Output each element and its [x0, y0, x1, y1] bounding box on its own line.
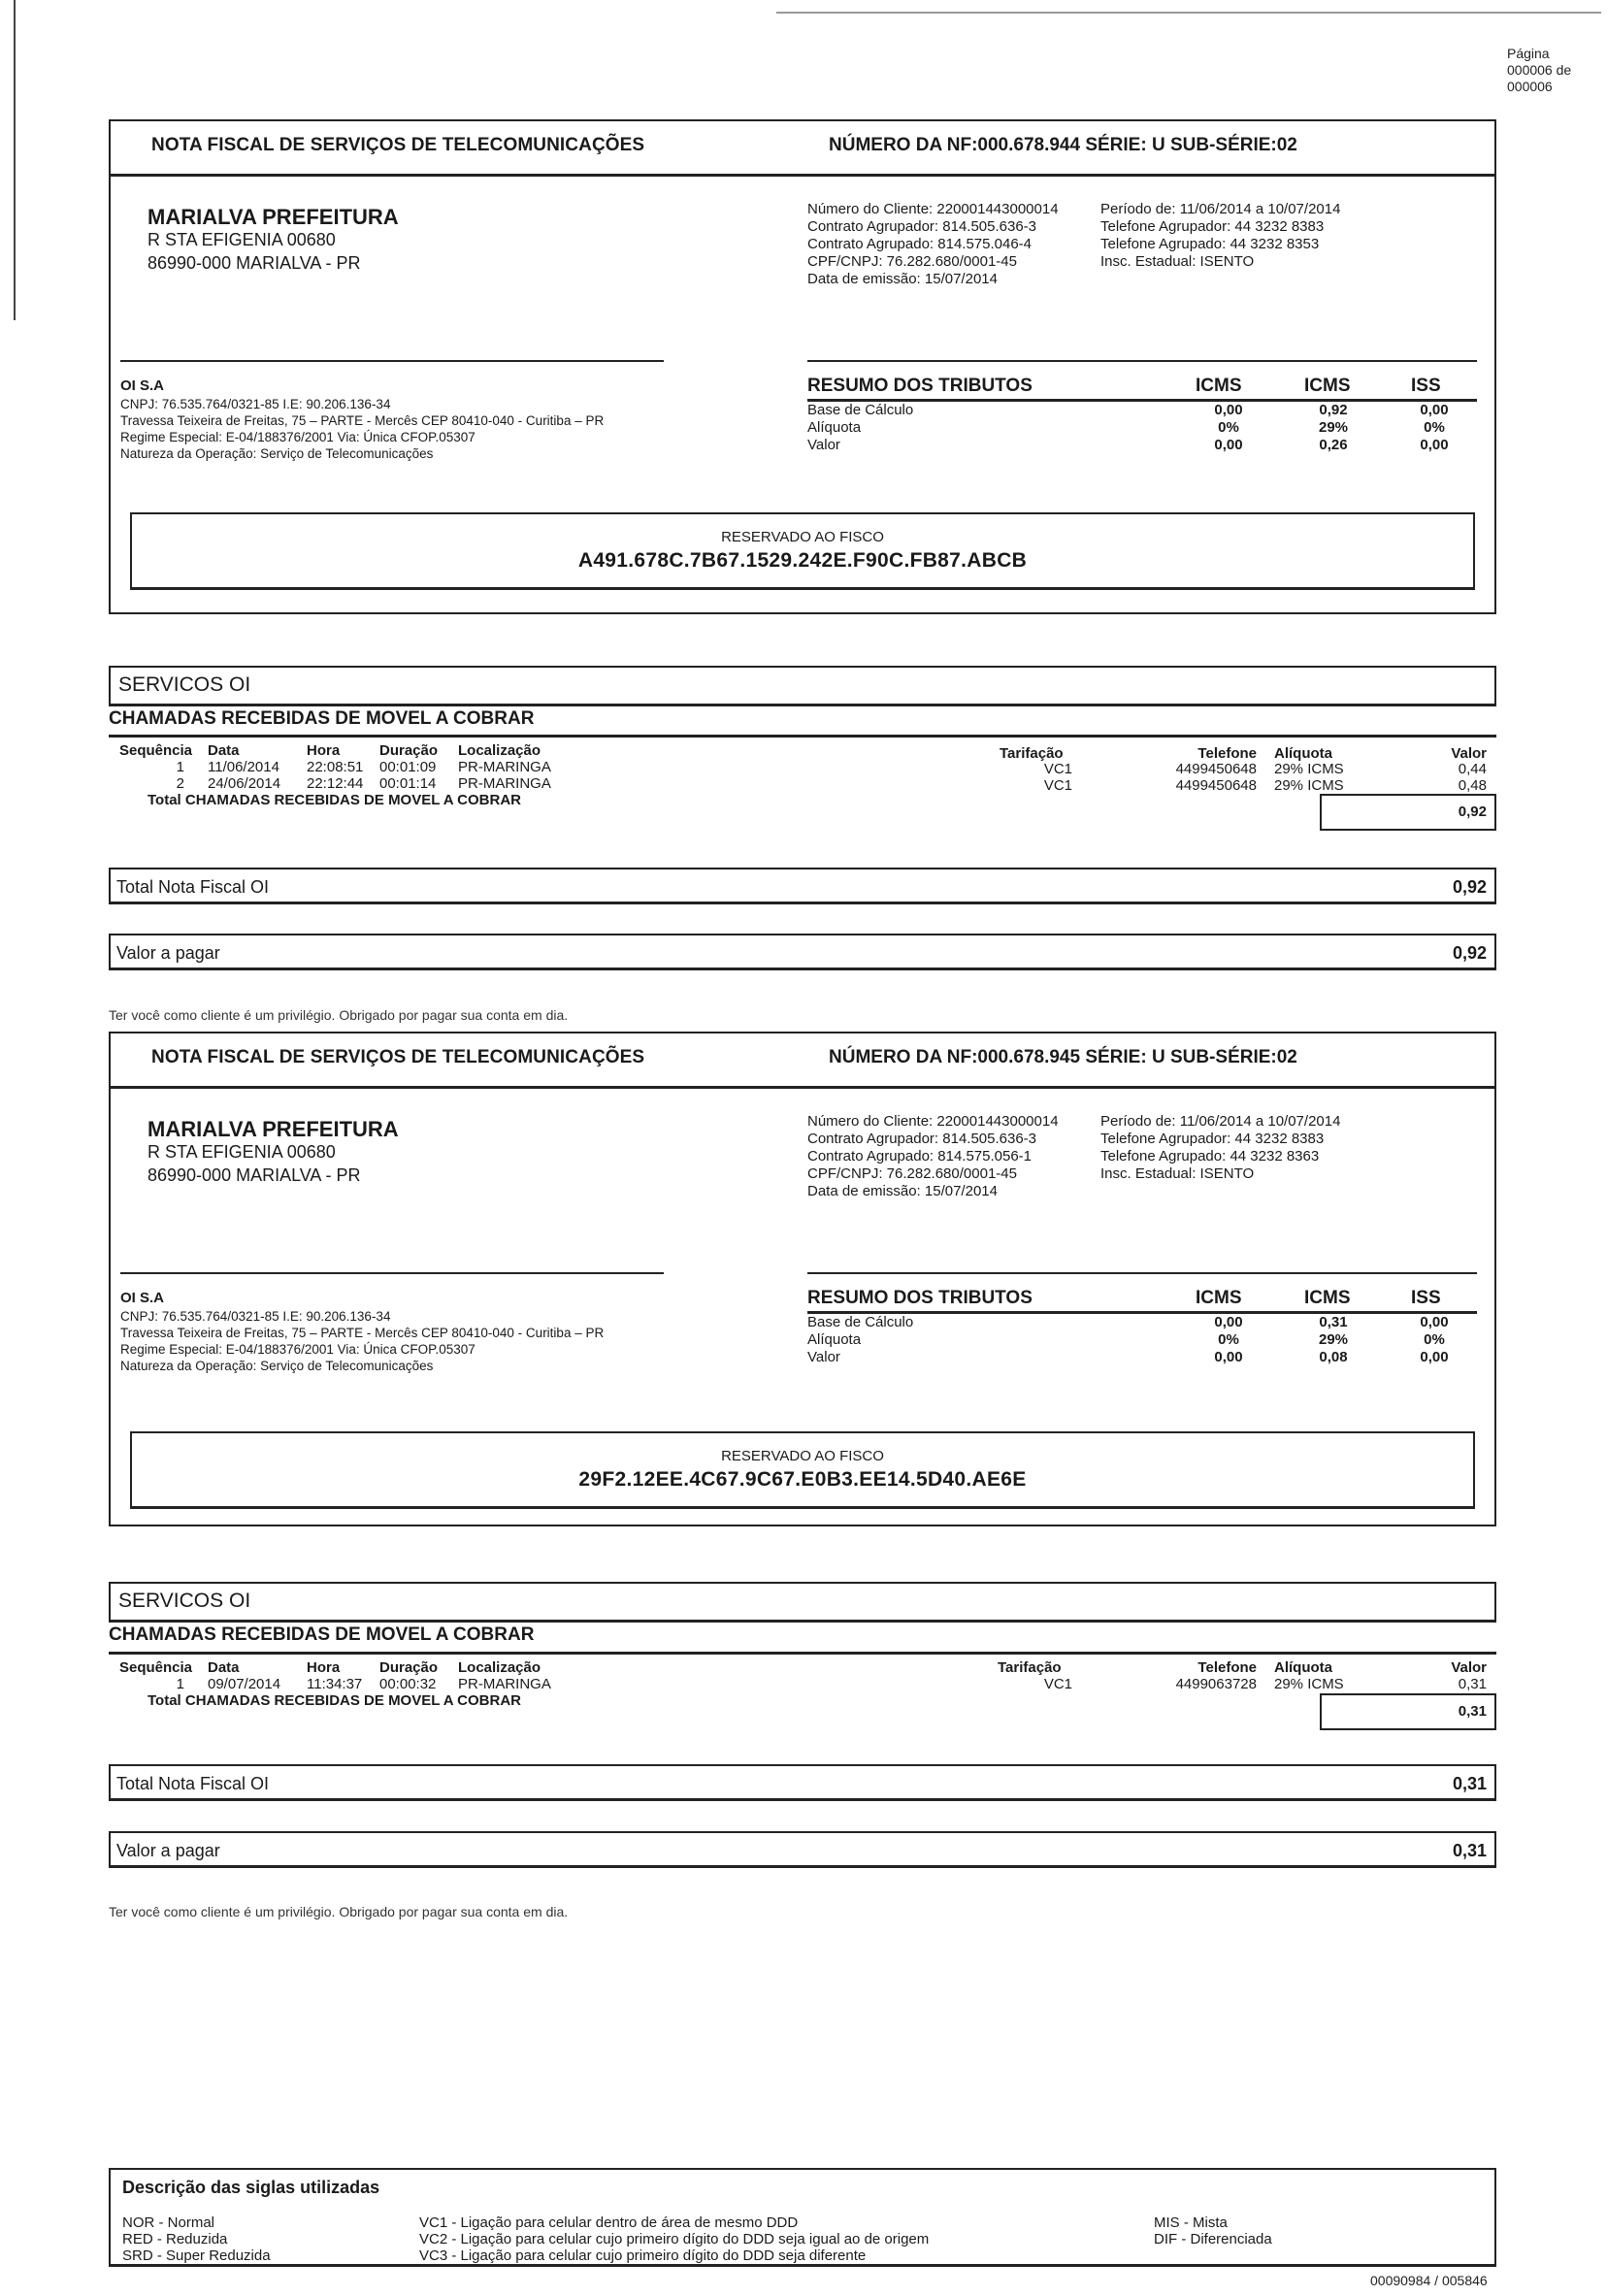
invoice-title: NOTA FISCAL DE SERVIÇOS DE TELECOMUNICAÇÕES: [151, 135, 645, 155]
total-nota-fiscal-2: [109, 1764, 1496, 1801]
thanks-message: Ter você como cliente é um privilégio. Obrigado por pagar sua conta em dia.: [109, 1904, 569, 1919]
legend-title: Descrição das siglas utilizadas: [122, 2178, 380, 2197]
valor-pagar-label: Valor a pagar: [116, 943, 220, 963]
calls-section-rule: [109, 1652, 1496, 1655]
call-location: PR-MARINGA: [458, 775, 551, 792]
tax-summary-header: [807, 1288, 1477, 1309]
call-rate: 29% ICMS: [1274, 1676, 1344, 1692]
contract-agrupador: Contrato Agrupador: 814.505.636-3: [807, 1131, 1037, 1147]
col-date: Data: [208, 1659, 240, 1676]
valor-pagar-value: 0,31: [1452, 1841, 1487, 1860]
margin-line: [14, 0, 16, 320]
legend-item: VC1 - Ligação para celular dentro de área de mesmo DDD: [419, 2214, 799, 2231]
services-title: SERVICOS OI: [118, 1590, 251, 1612]
fisco-box: [130, 512, 1475, 590]
state-registration: Insc. Estadual: ISENTO: [1100, 253, 1255, 270]
col-duration: Duração: [379, 742, 439, 759]
tax-value: 0,26: [1319, 437, 1348, 453]
provider-regime: Regime Especial: E-04/188376/2001 Via: Única CFOP.05307: [120, 430, 476, 444]
invoice-number: NÚMERO DA NF:000.678.944 SÉRIE: U SUB-SÉRIE:02: [829, 135, 1297, 155]
phone-agrupado: Telefone Agrupado: 44 3232 8363: [1100, 1148, 1320, 1164]
contract-agrupado: Contrato Agrupado: 814.575.046-4: [807, 236, 1033, 252]
col-rate: Alíquota: [1274, 1659, 1332, 1676]
legend-box: [109, 2168, 1496, 2267]
provider-operation: Natureza da Operação: Serviço de Telecomunicações: [120, 1359, 434, 1373]
tax-value: 0%: [1218, 419, 1239, 436]
col-rate: Alíquota: [1274, 745, 1332, 762]
tax-value: 29%: [1318, 1331, 1349, 1348]
provider-regime: Regime Especial: E-04/188376/2001 Via: Única CFOP.05307: [120, 1342, 476, 1357]
invoice-2: [109, 1032, 1496, 1526]
legend-item: NOR - Normal: [122, 2214, 215, 2231]
invoice-title: NOTA FISCAL DE SERVIÇOS DE TELECOMUNICAÇÕES: [151, 1047, 645, 1067]
valor-pagar-1: [109, 934, 1496, 970]
client-info-right: [1100, 1113, 1340, 1183]
client-number: Número do Cliente: 220001443000014: [807, 201, 1059, 217]
tax-row-label: Valor: [807, 437, 840, 453]
tax-value: 0,92: [1319, 402, 1348, 418]
services-title: SERVICOS OI: [118, 673, 251, 696]
call-location: PR-MARINGA: [458, 759, 551, 775]
phone-agrupador: Telefone Agrupador: 44 3232 8383: [1100, 218, 1325, 235]
tax-value: 0%: [1424, 419, 1445, 436]
call-duration: 00:00:32: [379, 1676, 437, 1692]
provider-operation: Natureza da Operação: Serviço de Telecomunicações: [120, 446, 434, 461]
total-nota-fiscal-1: [109, 868, 1496, 904]
call-duration: 00:01:14: [379, 775, 437, 792]
provider-address: Travessa Teixeira de Freitas, 75 – PARTE - Mercês CEP 80410-040 - Curitiba – PR: [120, 413, 605, 428]
tax-row-label: Base de Cálculo: [807, 402, 914, 418]
services-header-1: [109, 666, 1496, 706]
tax-summary-title: RESUMO DOS TRIBUTOS: [807, 376, 1033, 396]
fisco-code: 29F2.12EE.4C67.9C67.E0B3.EE14.5D40.AE6E: [578, 1468, 1027, 1491]
period: Período de: 11/06/2014 a 10/07/2014: [1100, 1113, 1341, 1130]
tax-col-iss: ISS: [1411, 1288, 1441, 1308]
customer-name: MARIALVA PREFEITURA: [148, 1117, 399, 1141]
call-value: 0,44: [1458, 761, 1487, 777]
tax-row-label: Valor: [807, 1349, 840, 1365]
tax-row-base: [807, 402, 1477, 419]
legend-col-tariffs: [122, 2214, 271, 2264]
customer-address: R STA EFIGENIA 00680: [148, 1142, 336, 1162]
tax-col-icms-1: ICMS: [1196, 376, 1242, 396]
tax-row-value: [807, 437, 1477, 454]
col-date: Data: [208, 742, 240, 759]
col-phone: Telefone: [1197, 1659, 1257, 1676]
legend-col-other: [1154, 2214, 1272, 2247]
cpf-cnpj: CPF/CNPJ: 76.282.680/0001-45: [807, 1165, 1017, 1182]
fisco-code: A491.678C.7B67.1529.242E.F90C.FB87.ABCB: [577, 549, 1028, 572]
header-rule: [111, 1086, 1494, 1089]
call-phone: 4499450648: [1175, 777, 1257, 794]
fisco-box: [130, 1431, 1475, 1509]
state-registration: Insc. Estadual: ISENTO: [1100, 1165, 1255, 1182]
tax-value: 0,00: [1214, 1349, 1243, 1365]
legend-item: MIS - Mista: [1154, 2214, 1228, 2231]
legend-item: VC2 - Ligação para celular cujo primeiro dígito do DDD seja igual ao de origem: [419, 2231, 930, 2247]
legend-item: SRD - Super Reduzida: [122, 2247, 271, 2264]
call-time: 11:34:37: [307, 1676, 363, 1692]
issue-date: Data de emissão: 15/07/2014: [807, 1183, 998, 1199]
valor-pagar-2: [109, 1831, 1496, 1868]
page-number: [1507, 46, 1571, 95]
page-label: Página: [1507, 46, 1550, 61]
call-rate: 29% ICMS: [1274, 777, 1344, 794]
header-rule: [111, 174, 1494, 177]
services-header-2: [109, 1582, 1496, 1623]
call-tariff: VC1: [1043, 761, 1072, 777]
legend-item: DIF - Diferenciada: [1154, 2231, 1272, 2247]
tax-value: 0,00: [1420, 437, 1449, 453]
call-rate: 29% ICMS: [1274, 761, 1344, 777]
col-value: Valor: [1451, 1659, 1487, 1676]
valor-pagar-value: 0,92: [1452, 943, 1487, 963]
tax-row-value: [807, 1349, 1477, 1366]
invoice-header: [111, 1033, 1494, 1090]
tributos-top-rule: [807, 1272, 1477, 1274]
valor-pagar-label: Valor a pagar: [116, 1841, 220, 1860]
tax-summary-header: [807, 376, 1477, 397]
tax-row-rate: [807, 1331, 1477, 1349]
col-seq: Sequência: [118, 1659, 192, 1676]
tax-col-icms-2: ICMS: [1304, 1288, 1351, 1308]
col-tariff: Tarifação: [1000, 745, 1064, 762]
tax-col-iss: ISS: [1411, 376, 1441, 396]
tax-value: 29%: [1318, 419, 1349, 436]
col-time: Hora: [307, 1659, 341, 1676]
call-phone: 4499450648: [1175, 761, 1257, 777]
tax-value: 0%: [1218, 1331, 1239, 1348]
call-tariff: VC1: [1043, 1676, 1072, 1692]
tax-summary: [807, 376, 1477, 454]
contract-agrupado: Contrato Agrupado: 814.575.056-1: [807, 1148, 1033, 1164]
calls-total-value: 0,31: [1320, 1693, 1496, 1730]
issue-date: Data de emissão: 15/07/2014: [807, 271, 998, 287]
customer-city: 86990-000 MARIALVA - PR: [148, 1165, 361, 1185]
document-id: 00090984 / 005846: [1370, 2273, 1488, 2288]
invoice-1: [109, 119, 1496, 614]
provider-address: Travessa Teixeira de Freitas, 75 – PARTE - Mercês CEP 80410-040 - Curitiba – PR: [120, 1326, 605, 1340]
call-duration: 00:01:09: [379, 759, 437, 775]
call-phone: 4499063728: [1175, 1676, 1257, 1692]
tax-value: 0,31: [1319, 1314, 1348, 1330]
provider-cnpj: CNPJ: 76.535.764/0321-85 I.E: 90.206.136-34: [120, 1309, 391, 1324]
tax-summary-title: RESUMO DOS TRIBUTOS: [807, 1288, 1033, 1308]
thanks-message: Ter você como cliente é um privilégio. Obrigado por pagar sua conta em dia.: [109, 1007, 569, 1023]
total-nf-value: 0,31: [1452, 1774, 1487, 1793]
phone-agrupado: Telefone Agrupado: 44 3232 8353: [1100, 236, 1320, 252]
client-info-right: [1100, 201, 1340, 271]
tax-row-label: Alíquota: [807, 1331, 862, 1348]
calls-section-title: CHAMADAS RECEBIDAS DE MOVEL A COBRAR: [109, 1624, 535, 1645]
tax-value: 0,00: [1214, 437, 1243, 453]
customer-address: R STA EFIGENIA 00680: [148, 230, 336, 249]
tax-col-icms-2: ICMS: [1304, 376, 1351, 396]
tax-value: 0,00: [1214, 402, 1243, 418]
call-date: 24/06/2014: [208, 775, 281, 792]
tax-row-label: Base de Cálculo: [807, 1314, 914, 1330]
provider-name: OI S.A: [120, 1290, 165, 1306]
call-seq: 1: [176, 759, 184, 775]
col-time: Hora: [307, 742, 341, 759]
call-seq: 1: [176, 1676, 184, 1692]
phone-agrupador: Telefone Agrupador: 44 3232 8383: [1100, 1131, 1325, 1147]
tax-value: 0,00: [1420, 1314, 1449, 1330]
col-phone: Telefone: [1197, 745, 1257, 762]
tax-value: 0,00: [1420, 1349, 1449, 1365]
legend-item: VC3 - Ligação para celular cujo primeiro dígito do DDD seja diferente: [419, 2247, 867, 2264]
calls-total-label: Total CHAMADAS RECEBIDAS DE MOVEL A COBRAR: [148, 1692, 522, 1709]
call-tariff: VC1: [1043, 777, 1072, 794]
total-nf-value: 0,92: [1452, 877, 1487, 897]
legend-item: RED - Reduzida: [122, 2231, 228, 2247]
fisco-label: RESERVADO AO FISCO: [721, 1448, 884, 1464]
call-value: 0,31: [1458, 1676, 1487, 1692]
tax-row-base: [807, 1314, 1477, 1331]
invoice-number: NÚMERO DA NF:000.678.945 SÉRIE: U SUB-SÉRIE:02: [829, 1047, 1297, 1067]
call-date: 09/07/2014: [208, 1676, 281, 1692]
tax-row-label: Alíquota: [807, 419, 862, 436]
total-nf-label: Total Nota Fiscal OI: [116, 877, 270, 897]
period: Período de: 11/06/2014 a 10/07/2014: [1100, 201, 1341, 217]
col-tariff: Tarifação: [998, 1659, 1062, 1676]
legend-col-calls: [419, 2214, 929, 2264]
client-info-left: [807, 1113, 1059, 1200]
provider-cnpj: CNPJ: 76.535.764/0321-85 I.E: 90.206.136-34: [120, 397, 391, 411]
provider-rule: [120, 360, 664, 362]
calls-section-title: CHAMADAS RECEBIDAS DE MOVEL A COBRAR: [109, 708, 535, 729]
tax-row-rate: [807, 419, 1477, 437]
client-number: Número do Cliente: 220001443000014: [807, 1113, 1059, 1130]
tax-summary: [807, 1288, 1477, 1366]
call-seq: 2: [176, 775, 184, 792]
page-total: 000006: [1507, 79, 1553, 94]
call-location: PR-MARINGA: [458, 1676, 551, 1692]
col-duration: Duração: [379, 1659, 439, 1676]
tax-value: 0,00: [1214, 1314, 1243, 1330]
call-time: 22:12:44: [307, 775, 364, 792]
provider-name: OI S.A: [120, 377, 165, 394]
call-value: 0,48: [1458, 777, 1487, 794]
call-time: 22:08:51: [307, 759, 364, 775]
page-current: 000006 de: [1507, 62, 1572, 78]
tax-value: 0,00: [1420, 402, 1449, 418]
total-nf-label: Total Nota Fiscal OI: [116, 1774, 270, 1793]
calls-total-value: 0,92: [1320, 794, 1496, 831]
tax-value: 0%: [1424, 1331, 1445, 1348]
col-value: Valor: [1451, 745, 1487, 762]
fisco-label: RESERVADO AO FISCO: [721, 529, 884, 545]
tributos-top-rule: [807, 360, 1477, 362]
call-date: 11/06/2014: [208, 759, 279, 775]
col-seq: Sequência: [118, 742, 192, 759]
col-location: Localização: [458, 742, 541, 759]
tax-value: 0,08: [1319, 1349, 1348, 1365]
cpf-cnpj: CPF/CNPJ: 76.282.680/0001-45: [807, 253, 1017, 270]
invoice-header: [111, 121, 1494, 178]
col-location: Localização: [458, 1659, 541, 1676]
customer-city: 86990-000 MARIALVA - PR: [148, 253, 361, 273]
tax-col-icms-1: ICMS: [1196, 1288, 1242, 1308]
client-info-left: [807, 201, 1059, 288]
calls-section-rule: [109, 735, 1496, 738]
contract-agrupador: Contrato Agrupador: 814.505.636-3: [807, 218, 1037, 235]
provider-rule: [120, 1272, 664, 1274]
customer-name: MARIALVA PREFEITURA: [148, 205, 399, 229]
top-rule: [776, 12, 1601, 14]
calls-total-label: Total CHAMADAS RECEBIDAS DE MOVEL A COBRAR: [148, 792, 522, 808]
